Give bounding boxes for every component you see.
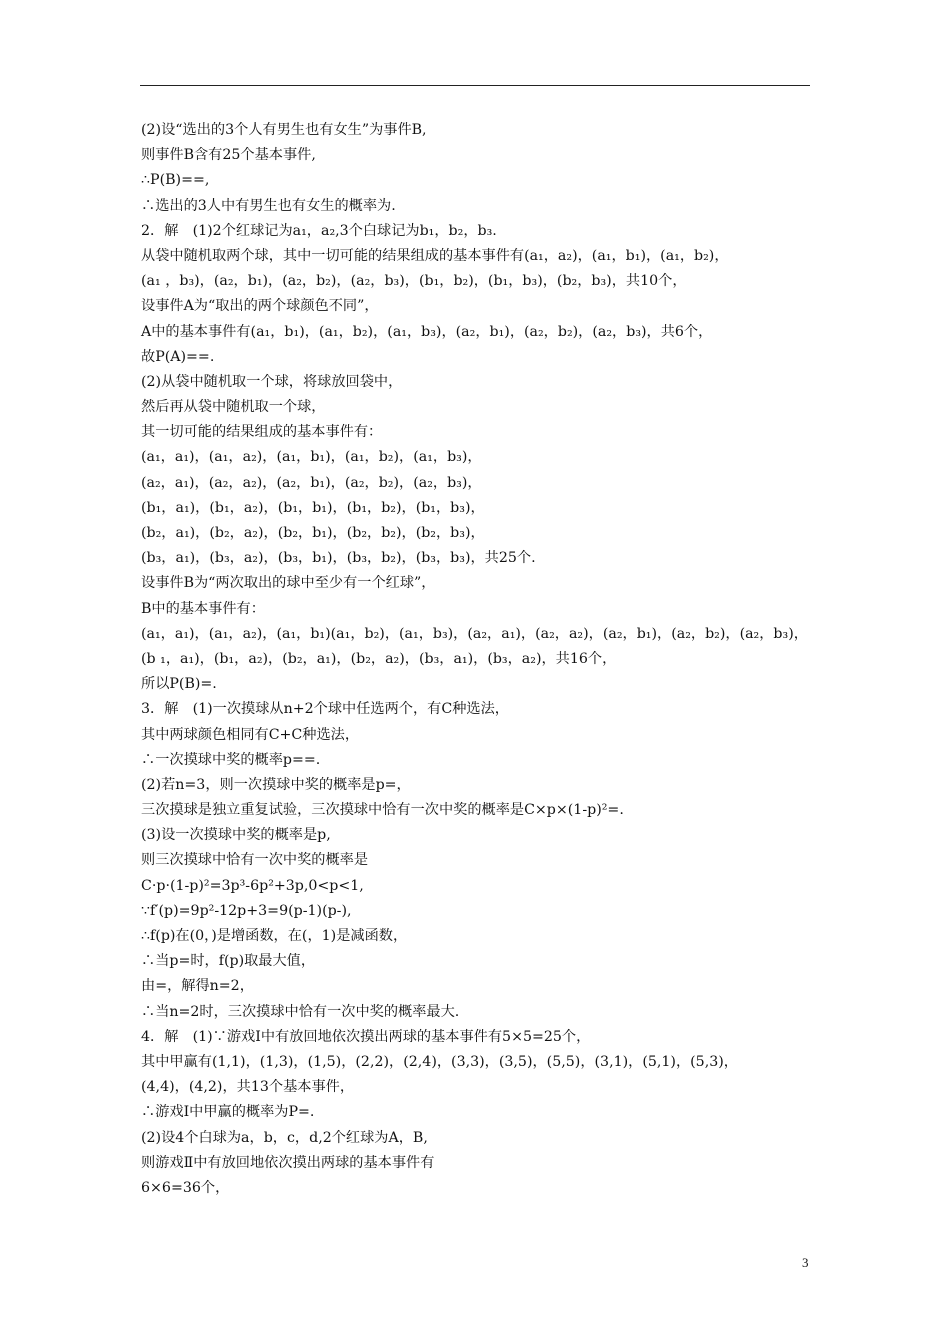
text-line: (2)设4个白球为a，b，c，d,2个红球为A，B, [141,1129,428,1146]
text-line: (a₁，a₁)，(a₁，a₂)，(a₁，b₁)(a₁，b₂)，(a₁，b₃)，(a₂，a₁)，(a₂，a₂)，(a₂，b₁)，(a₂，b₂)，(a₂，b₃)， [141,625,808,642]
text-line: 设事件A为“取出的两个球颜色不同”， [141,298,379,315]
text-line: 3．解 (1)一次摸球从n+2个球中任选两个，有C种选法， [141,701,509,718]
text-line: 由=，解得n=2， [141,978,254,995]
text-line: (4,4)，(4,2)，共13个基本事件， [141,1079,355,1096]
text-line: 其中两球颜色相同有C+C种选法， [141,726,360,743]
text-line: (a₁ ，b₃)，(a₂，b₁)，(a₂，b₂)，(a₂，b₃)，(b₁，b₂)，(b₁，b₃)，(b₂，b₃)，共10个， [141,273,687,290]
text-line: ∴P(B)==, [141,172,210,189]
text-line: 故P(A)==. [141,348,215,365]
text-line: ∴游戏Ⅰ中甲赢的概率为P=. [141,1104,315,1121]
header-rule [140,85,810,86]
text-line: 然后再从袋中随机取一个球， [141,399,326,416]
document-body [141,118,821,1201]
text-line: (2)从袋中随机取一个球，将球放回袋中， [141,373,403,390]
text-line: ∵f′(p)=9p²-12p+3=9(p-1)(p-), [141,902,352,919]
text-line: 则三次摸球中恰有一次中奖的概率是 [141,852,369,869]
text-line: (b₂，a₁)，(b₂，a₂)，(b₂，b₁)，(b₂，b₂)，(b₂，b₃)， [141,525,485,541]
text-line: ∴当p=时，f(p)取最大值， [141,953,316,970]
text-line: 其一切可能的结果组成的基本事件有： [141,424,383,441]
text-line: 4．解 (1)∵游戏Ⅰ中有放回地依次摸出两球的基本事件有5×5=25个， [141,1028,591,1045]
text-line: A中的基本事件有(a₁，b₁)，(a₁，b₂)，(a₁，b₃)，(a₂，b₁)，(a₂，b₂)，(a₂，b₃)，共6个， [141,323,713,340]
text-line: (b ₁，a₁)，(b₁，a₂)，(b₂，a₁)，(b₂，a₂)，(b₃，a₁)，(b₃，a₂)，共16个， [141,650,617,667]
text-line: (2)设“选出的3个人有男生也有女生”为事件B, [141,122,427,138]
text-line: (b₃，a₁)，(b₃，a₂)，(b₃，b₁)，(b₃，b₂)，(b₃，b₃)，共25个. [141,550,536,567]
text-line: (a₂，a₁)，(a₂，a₂)，(a₂，b₁)，(a₂，b₂)，(a₂，b₃)， [141,474,482,491]
text-line: 则游戏Ⅱ中有放回地依次摸出两球的基本事件有 [141,1154,435,1171]
text-line: B中的基本事件有： [141,600,265,617]
text-line: 其中甲赢有(1,1)，(1,3)，(1,5)，(2,2)，(2,4)，(3,3)，(3,5)，(5,5)，(3,1)，(5,1)，(5,3)， [141,1053,738,1070]
text-line: 所以P(B)=. [141,676,217,693]
text-line: (3)设一次摸球中奖的概率是p, [141,827,331,844]
text-line: (b₁，a₁)，(b₁，a₂)，(b₁，b₁)，(b₁，b₂)，(b₁，b₃)， [141,499,485,516]
text-line: C·p·(1-p)²=3p³-6p²+3p,0<p<1, [141,877,364,894]
text-line: 设事件B为“两次取出的球中至少有一个红球”， [141,575,436,592]
page-number: 3 [802,1255,809,1270]
text-line: 则事件B含有25个基本事件, [141,147,316,164]
text-line: ∴选出的3人中有男生也有女生的概率为. [141,197,396,214]
text-line: 从袋中随机取两个球，其中一切可能的结果组成的基本事件有(a₁，a₂)，(a₁，b₁)，(a₁，b₂)， [141,247,729,264]
text-line: 三次摸球是独立重复试验，三次摸球中恰有一次中奖的概率是C×p×(1-p)²=. [141,802,624,819]
text-line: (2)若n=3，则一次摸球中奖的概率是p=， [141,776,411,793]
text-line: 2．解 (1)2个红球记为a₁，a₂,3个白球记为b₁，b₂，b₃. [141,222,497,239]
text-line: (a₁，a₁)，(a₁，a₂)，(a₁，b₁)，(a₁，b₂)，(a₁，b₃)， [141,449,482,466]
text-line: ∴f(p)在(0，)是增函数，在(，1)是减函数， [141,928,408,944]
text-line: 6×6=36个， [141,1179,230,1196]
text-line: ∴一次摸球中奖的概率p==. [141,751,321,768]
text-line: ∴当n=2时，三次摸球中恰有一次中奖的概率最大. [141,1003,460,1020]
